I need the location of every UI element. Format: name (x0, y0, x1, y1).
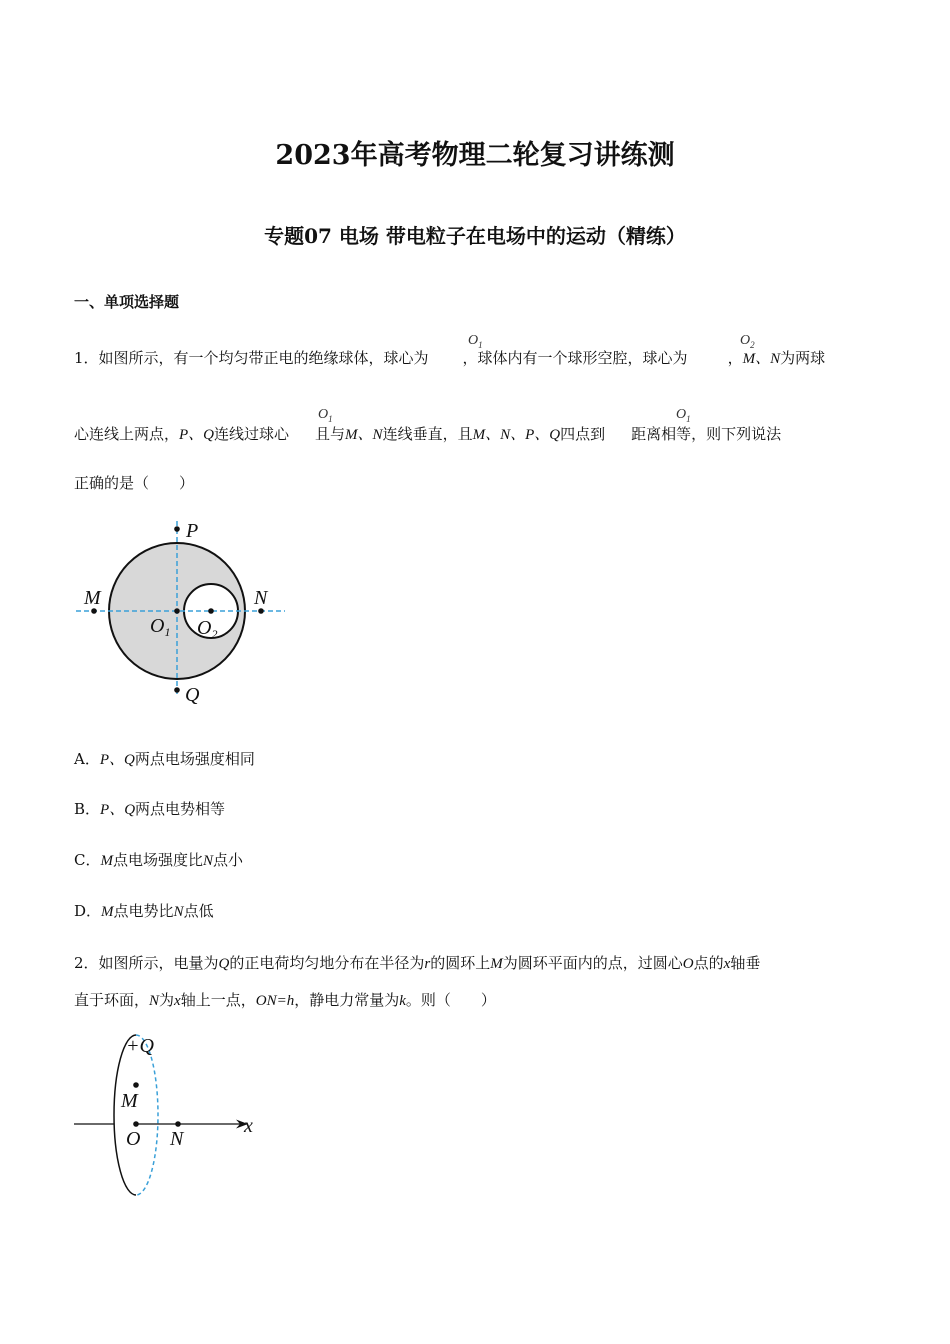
q1-figure (70, 515, 300, 710)
label-o2: $O_2$ (197, 617, 218, 641)
label-m: M (121, 1090, 138, 1112)
point-o2 (208, 608, 214, 614)
label-n: N (170, 1128, 184, 1150)
page-subtitle: 专题07 电场 带电粒子在电场中的运动（精练） (264, 224, 686, 248)
label-n: N (254, 587, 268, 609)
q1-line2-b: 连线过球心 (214, 425, 290, 443)
q1-line2-c: 且与 (315, 425, 346, 443)
option-d[interactable]: D．M点电势比N点低 (74, 902, 214, 920)
option-a[interactable]: A．P、Q两点电场强度相同 (74, 750, 255, 768)
option-b[interactable]: B．P、Q两点电势相等 (74, 800, 226, 818)
q2-figure (70, 1030, 270, 1205)
q1-line2-d: 连线垂直，且 (382, 425, 473, 443)
label-o: O (126, 1128, 141, 1150)
q1-symbol-o1-c: $O_1$ (676, 407, 691, 424)
point-p (174, 526, 180, 532)
label-q: Q (185, 684, 200, 706)
label-plus-q: +Q (126, 1035, 154, 1057)
label-x: x (244, 1115, 253, 1137)
q1-line1-a: 1．如图所示，有一个均匀带正电的绝缘球体，球心为 (74, 349, 429, 367)
q1-symbol-o1-a: $O_1$ (468, 333, 483, 350)
q1-line1-b: ，球体内有一个球形空腔，球心为 (462, 349, 688, 367)
q1-line3: 正确的是（ ） (74, 474, 195, 492)
point-o1 (174, 608, 180, 614)
q1-line1 (74, 347, 825, 368)
section-heading: 一、单项选择题 (74, 293, 180, 311)
q1-var-mn-2: M、N (345, 427, 383, 443)
label-m: M (84, 587, 101, 609)
q1-var-pq: P、Q (179, 427, 215, 443)
q1-line1-d: 为两球 (780, 349, 826, 367)
q1-line2-a: 心连线上两点， (74, 425, 180, 443)
q2-line1: 2．如图所示，电量为Q的正电荷均匀地分布在半径为r的圆环上M为圆环平面内的点，过圆心O点的x轴垂 (74, 954, 761, 972)
label-p: P (186, 520, 199, 542)
point-n (175, 1121, 181, 1127)
q1-symbol-o1-b: $O_1$ (318, 407, 333, 424)
q1-var-mn: M、N (742, 351, 781, 367)
point-o (133, 1121, 139, 1127)
ring-back-arc-dashed (136, 1035, 158, 1195)
q1-symbol-o2: $O_2$ (740, 333, 755, 350)
label-o1: $O_1$ (150, 615, 171, 639)
option-c[interactable]: C．M点电场强度比N点小 (74, 851, 244, 869)
ring-front-arc (114, 1035, 136, 1195)
q1-line2-e: 四点到 (560, 425, 606, 443)
point-q (174, 687, 180, 693)
point-n (258, 608, 264, 614)
q1-var-mnpq: M、N、P、Q (472, 427, 561, 443)
page-title: 2023年高考物理二轮复习讲练测 (275, 140, 675, 171)
q1-line2 (74, 423, 781, 444)
q1-line1-c: ， (727, 349, 743, 367)
point-m (91, 608, 97, 614)
point-m (133, 1082, 139, 1088)
q1-line2-f: 距离相等，则下列说法 (631, 425, 782, 443)
q2-line2: 直于环面，N为x轴上一点，ON=h，静电力常量为k。则（ ） (74, 991, 496, 1009)
